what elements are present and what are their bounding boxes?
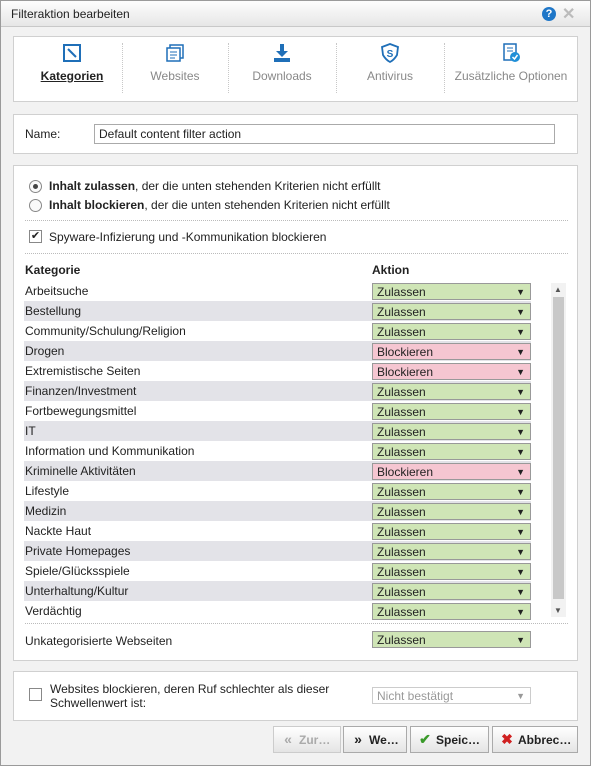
double-chevron-left-icon: « [284, 731, 292, 747]
category-name: IT [25, 424, 36, 438]
category-action-select[interactable] [372, 523, 531, 540]
table-row [24, 321, 531, 341]
table-row [24, 561, 531, 581]
block-content-bold: Inhalt blockieren [49, 198, 145, 212]
category-action-select[interactable] [372, 503, 531, 520]
chevron-down-icon: ▼ [516, 287, 525, 297]
chevron-down-icon: ▼ [516, 567, 525, 577]
category-name: Spiele/Glücksspiele [25, 564, 130, 578]
category-action-select[interactable] [372, 543, 531, 560]
category-action-select[interactable] [372, 343, 531, 360]
category-name: Finanzen/Investment [25, 384, 137, 398]
cancel-icon: ✖ [501, 731, 513, 747]
table-row [24, 281, 531, 301]
cancel-button-label: Abbrec… [518, 733, 572, 747]
category-name: Fortbewegungsmittel [25, 404, 137, 418]
back-button-label: Zur… [299, 733, 331, 747]
select-value: Zulassen [377, 633, 426, 647]
table-row [24, 421, 531, 441]
block-content-rest: , der die unten stehenden Kriterien nicht erfüllt [144, 198, 390, 212]
chevron-down-icon: ▼ [516, 427, 525, 437]
category-name: Unterhaltung/Kultur [25, 584, 129, 598]
chevron-down-icon: ▼ [516, 347, 525, 357]
category-action-select[interactable] [372, 423, 531, 440]
divider [25, 220, 568, 221]
title-bar [1, 1, 590, 27]
tab-label: Downloads [252, 69, 312, 83]
category-action-select[interactable] [372, 563, 531, 580]
table-row [24, 361, 531, 381]
name-label: Name: [25, 127, 61, 141]
category-action-select[interactable] [372, 283, 531, 300]
chevron-down-icon: ▼ [516, 327, 525, 337]
table-row [24, 401, 531, 421]
allow-content-label [49, 179, 381, 193]
double-chevron-right-icon: » [354, 731, 362, 747]
select-value: Zulassen [377, 445, 426, 459]
name-input[interactable] [94, 124, 555, 144]
tab-zusaetzliche-optionen[interactable] [444, 37, 578, 101]
category-action-select[interactable] [372, 463, 531, 480]
category-name: Medizin [25, 504, 67, 518]
category-name: Kriminelle Aktivitäten [25, 464, 136, 478]
category-name: Lifestyle [25, 484, 70, 498]
name-section [13, 114, 578, 154]
table-row [24, 461, 531, 481]
chevron-down-icon: ▼ [516, 487, 525, 497]
save-button-label: Speic… [436, 733, 481, 747]
category-scrollbar[interactable] [551, 283, 566, 617]
table-row [24, 481, 531, 501]
category-action-select[interactable] [372, 603, 531, 620]
table-row [24, 541, 531, 561]
table-row [24, 341, 531, 361]
category-action-select[interactable] [372, 363, 531, 380]
options-icon [501, 43, 521, 63]
category-action-select[interactable] [372, 323, 531, 340]
category-name: Private Homepages [25, 544, 131, 558]
tab-label: Websites [150, 69, 200, 83]
websites-icon [165, 43, 185, 63]
block-content-radio[interactable] [29, 199, 42, 212]
spyware-checkbox[interactable]: ✔ [30, 230, 41, 242]
select-value: Zulassen [377, 425, 426, 439]
table-row [24, 581, 531, 601]
tab-downloads[interactable] [228, 37, 336, 101]
download-icon [272, 43, 292, 63]
checkmark-icon: ✔ [419, 731, 431, 747]
tab-websites[interactable] [122, 37, 228, 101]
select-value: Blockieren [377, 345, 434, 359]
shield-icon [380, 43, 400, 63]
column-header-category: Kategorie [25, 263, 81, 277]
allow-content-rest: , der die unten stehenden Kriterien nicht erfüllt [135, 179, 381, 193]
select-value: Zulassen [377, 385, 426, 399]
tab-antivirus[interactable] [336, 37, 444, 101]
table-row [24, 601, 531, 621]
allow-content-radio[interactable] [29, 180, 42, 193]
allow-content-bold: Inhalt zulassen [49, 179, 136, 193]
chevron-down-icon: ▼ [516, 407, 525, 417]
tab-kategorien[interactable] [22, 37, 122, 101]
category-action-select[interactable] [372, 483, 531, 500]
back-button[interactable] [273, 726, 341, 753]
category-action-select[interactable] [372, 383, 531, 400]
divider [25, 623, 568, 624]
select-value: Nicht bestätigt [377, 689, 454, 703]
scrollbar-thumb[interactable] [553, 297, 564, 599]
reputation-threshold-select[interactable] [372, 687, 531, 704]
category-name: Drogen [25, 344, 65, 358]
chevron-down-icon: ▼ [516, 547, 525, 557]
select-value: Zulassen [377, 285, 426, 299]
select-value: Zulassen [377, 485, 426, 499]
scroll-down-icon[interactable]: ▼ [554, 606, 562, 615]
spyware-label: Spyware-Infizierung und -Kommunikation blockieren [49, 230, 327, 244]
select-value: Zulassen [377, 565, 426, 579]
select-value: Zulassen [377, 585, 426, 599]
select-value: Blockieren [377, 465, 434, 479]
chevron-down-icon: ▼ [516, 691, 525, 701]
next-button-label: We… [369, 733, 399, 747]
cancel-button[interactable] [492, 726, 578, 753]
chevron-down-icon: ▼ [516, 527, 525, 537]
reputation-section [13, 671, 578, 721]
select-value: Zulassen [377, 405, 426, 419]
category-action-select[interactable] [372, 403, 531, 420]
dialog-title: Filteraktion bearbeiten [11, 7, 130, 21]
save-button[interactable] [410, 726, 489, 753]
category-name: Community/Schulung/Religion [25, 324, 186, 338]
select-value: Blockieren [377, 365, 434, 379]
table-row [24, 521, 531, 541]
category-action-select[interactable] [372, 583, 531, 600]
category-name: Information und Kommunikation [25, 444, 195, 458]
chevron-down-icon: ▼ [516, 587, 525, 597]
close-icon[interactable]: ✕ [562, 6, 576, 23]
chevron-down-icon: ▼ [516, 635, 525, 645]
select-value: Zulassen [377, 605, 426, 619]
block-content-label [49, 198, 390, 212]
chevron-down-icon: ▼ [516, 467, 525, 477]
tab-label: Antivirus [366, 69, 413, 83]
chevron-down-icon: ▼ [516, 447, 525, 457]
select-value: Zulassen [377, 325, 426, 339]
select-value: Zulassen [377, 525, 426, 539]
select-value: Zulassen [377, 305, 426, 319]
tab-label: Kategorien [40, 69, 104, 83]
svg-text:S: S [386, 49, 394, 60]
category-icon [62, 43, 82, 63]
category-name: Arbeitsuche [25, 284, 89, 298]
chevron-down-icon: ▼ [516, 607, 525, 617]
category-action-select[interactable] [372, 443, 531, 460]
chevron-down-icon: ▼ [516, 307, 525, 317]
help-icon[interactable]: ? [542, 7, 556, 21]
table-row [24, 301, 531, 321]
next-button[interactable] [343, 726, 407, 753]
table-row [24, 501, 531, 521]
category-name: Nackte Haut [25, 524, 92, 538]
chevron-down-icon: ▼ [516, 367, 525, 377]
uncategorized-action-select[interactable] [372, 631, 531, 648]
column-header-action: Aktion [372, 263, 410, 277]
scroll-up-icon[interactable]: ▲ [554, 285, 562, 294]
category-section [13, 165, 578, 661]
category-action-select[interactable] [372, 303, 531, 320]
category-name: Verdächtig [25, 604, 82, 618]
chevron-down-icon: ▼ [516, 507, 525, 517]
table-row [24, 441, 531, 461]
chevron-down-icon: ▼ [516, 387, 525, 397]
select-value: Zulassen [377, 545, 426, 559]
table-row [24, 381, 531, 401]
tab-bar [13, 36, 578, 102]
divider [25, 253, 568, 254]
select-value: Zulassen [377, 505, 426, 519]
category-name: Bestellung [25, 304, 82, 318]
reputation-checkbox[interactable] [29, 688, 42, 701]
category-name: Extremistische Seiten [25, 364, 141, 378]
uncategorized-label: Unkategorisierte Webseiten [25, 634, 173, 648]
tab-label: Zusätzliche Optionen [454, 69, 568, 83]
reputation-label: Websites blockieren, deren Ruf schlechter als dieser Schwellenwert ist: [50, 682, 330, 710]
category-list [24, 281, 531, 621]
